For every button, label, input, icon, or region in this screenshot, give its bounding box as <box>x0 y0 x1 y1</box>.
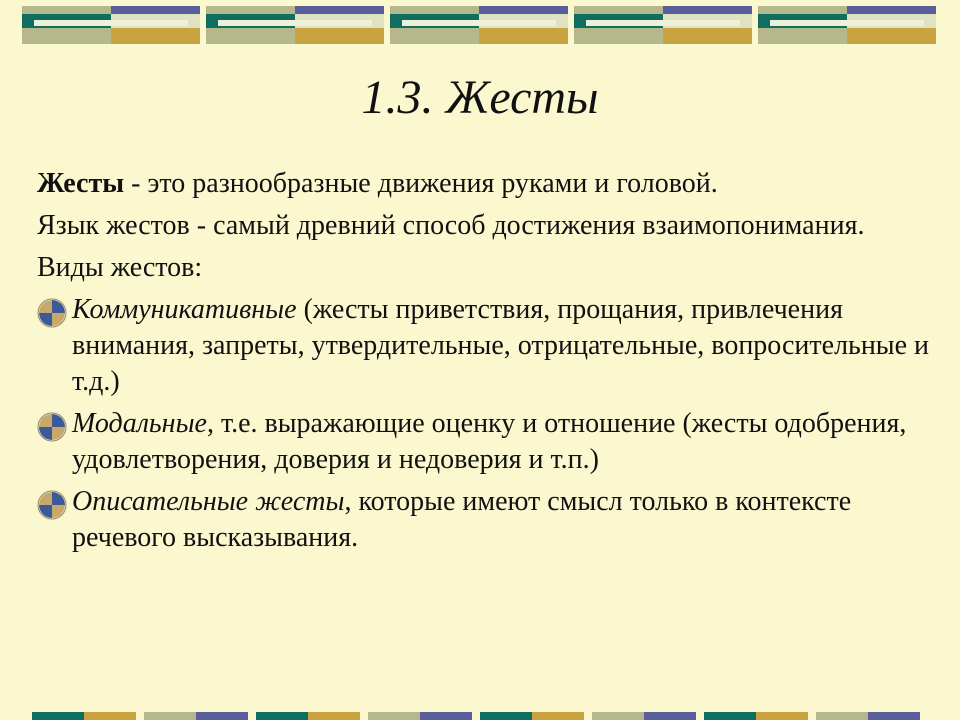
decorative-tile <box>206 6 384 44</box>
types-heading: Виды жестов: <box>37 252 203 283</box>
list-item <box>37 292 937 400</box>
top-decorative-band <box>0 0 960 60</box>
decorative-tile <box>144 712 248 720</box>
definition-paragraph <box>37 166 937 202</box>
decorative-tile <box>758 6 936 44</box>
decorative-tile <box>574 6 752 44</box>
item-term: Коммуникативные <box>72 294 297 325</box>
bottom-decorative-band <box>0 710 960 720</box>
definition-text: - это разнообразные движения руками и головой. <box>124 168 718 199</box>
quartered-circle-bullet-icon <box>37 412 67 442</box>
decorative-tile <box>704 712 808 720</box>
language-paragraph: Язык жестов - самый древний способ достижения взаимопонимания. <box>37 210 865 241</box>
decorative-tile <box>22 6 200 44</box>
item-term: Описательные жесты <box>72 486 345 517</box>
decorative-tile <box>592 712 696 720</box>
decorative-tile <box>480 712 584 720</box>
item-term: Модальные <box>72 408 207 439</box>
quartered-circle-bullet-icon <box>37 490 67 520</box>
decorative-tile <box>256 712 360 720</box>
list-item <box>37 406 937 478</box>
item-text: , т.е. выражающие оценку и отношение (жесты одобрения, удовлетворения, доверия и недоверия и т.п.) <box>72 408 907 475</box>
quartered-circle-bullet-icon <box>37 298 67 328</box>
decorative-tile <box>368 712 472 720</box>
decorative-tile <box>32 712 136 720</box>
slide-title: 1.3. Жесты <box>361 71 599 124</box>
list-item <box>37 484 937 556</box>
slide-body <box>37 166 937 562</box>
definition-term: Жесты <box>37 168 125 199</box>
item-text: , которые имеют смысл только в контексте речевого высказывания. <box>72 486 852 553</box>
decorative-tile <box>390 6 568 44</box>
item-text: (жесты приветствия, прощания, привлечения внимания, запреты, утвердительные, отрицательные, вопросительные и т.д.) <box>72 294 930 397</box>
decorative-tile <box>816 712 920 720</box>
